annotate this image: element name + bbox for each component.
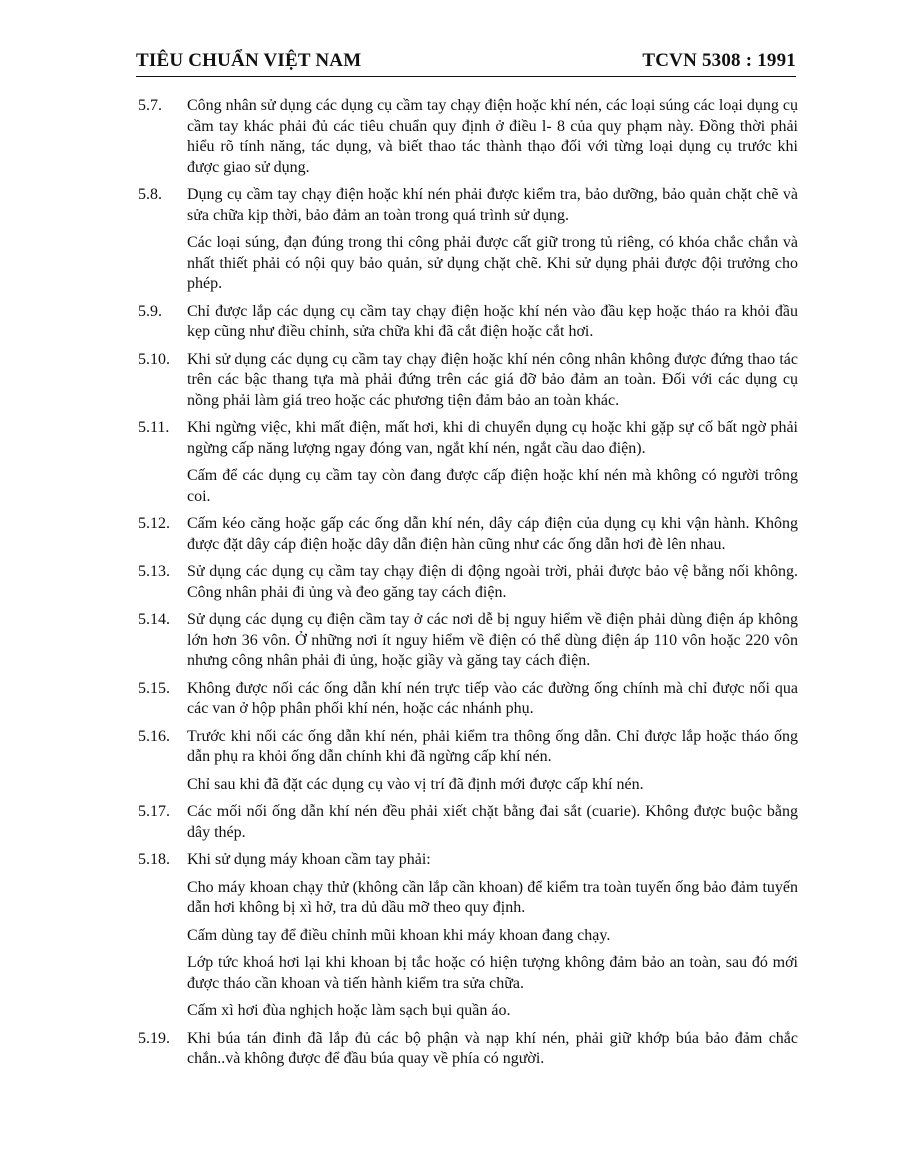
clause-item — [138, 185, 798, 226]
clause-item — [138, 514, 798, 555]
clause-paragraph: Cho máy khoan chạy thử (không cần lắp cần khoan) để kiểm tra toàn tuyến ống bảo đảm tuyến dẫn hơi không bị xì hở, tra dủ dầu mỡ theo quy định. — [187, 878, 798, 916]
clause-number: 5.13. — [138, 563, 170, 580]
page-header — [136, 44, 796, 72]
header-rule — [136, 76, 796, 77]
clause-text: Các mối nối ống dẫn khí nén đều phải xiết chặt bằng đai sắt (cuarie). Không được buộc bằng dây thép. — [187, 803, 798, 841]
clause-text: Cấm kéo căng hoặc gấp các ống dẫn khí nén, dây cáp điện của dụng cụ khi vận hành. Không được đặt dây cáp điện hoặc dây dẫn điện hàn cũng như các ống dẫn hơi đè lên nhau. — [187, 515, 798, 553]
clause-number: 5.18. — [138, 851, 170, 868]
clause-text: Sử dụng các dụng cụ cầm tay chạy điện di động ngoài trời, phải được bảo vệ bằng nối không. Công nhân phải đi ủng và đeo găng tay cách điện. — [187, 563, 798, 601]
document-body — [138, 96, 798, 1077]
clause-number: 5.19. — [138, 1029, 170, 1047]
clause-item — [138, 610, 798, 672]
clause-item — [138, 802, 798, 843]
clause-item — [138, 1029, 798, 1070]
clause-text: Công nhân sử dụng các dụng cụ cầm tay chạy điện hoặc khí nén, các loại súng các loại dụng cụ cầm tay khác phải đủ các tiêu chuẩn quy định ở điều l- 8 của quy phạm này. Đồng thời phải hiểu rõ tính năng, tác dụng, và biết thao tác thành thạo đối với từng loại dụng cụ trước khi được giao sử dụng. — [187, 97, 798, 176]
header-code: TCVN 5308 : 1991 — [642, 50, 796, 71]
clause-number: 5.9. — [138, 302, 162, 320]
clause-text: Khi búa tán đinh đã lắp đủ các bộ phận và nạp khí nén, phải giữ khớp búa bảo đảm chắc chắn..và không được để đầu búa quay về phía có người. — [187, 1029, 798, 1067]
clause-text: Dụng cụ cầm tay chạy điện hoặc khí nén phải được kiểm tra, bảo dưỡng, bảo quản chặt chẽ và sửa chữa kịp thời, bảo đảm an toàn trong quá trình sử dụng. — [187, 186, 798, 224]
clause-number: 5.11. — [138, 419, 170, 436]
clause-number: 5.7. — [138, 97, 162, 114]
clause-item — [138, 850, 798, 871]
clause-text: Khi sử dụng các dụng cụ cầm tay chạy điện hoặc khí nén công nhân không được đứng thao tác trên các bậc thang tựa mà phải đứng trên các giá đỡ bảo đảm an toàn. Đối với các dụng cụ nồng phải làm giá treo hoặc các phương tiện đảm bảo an toàn khác. — [187, 350, 798, 409]
clause-item — [138, 679, 798, 720]
clause-paragraph: Cấm dùng tay để điều chỉnh mũi khoan khi máy khoan đang chạy. — [187, 926, 611, 944]
clause-text: Không được nối các ống dẫn khí nén trực tiếp vào các đường ống chính mà chỉ được nối qua các van ở hộp phân phối khí nén, hoặc các nhánh phụ. — [187, 679, 798, 717]
clause-number: 5.16. — [138, 727, 170, 745]
clause-item — [138, 727, 798, 768]
clause-number: 5.10. — [138, 350, 170, 368]
clause-paragraph: Cấm xì hơi đùa nghịch hoặc làm sạch bụi quần áo. — [187, 1002, 511, 1019]
clause-paragraph: Chỉ sau khi đã đặt các dụng cụ vào vị trí đã định mới được cấp khí nén. — [187, 775, 644, 793]
header-title: TIÊU CHUẨN VIỆT NAM — [136, 50, 362, 71]
clause-paragraph: Lớp tức khoá hơi lại khi khoan bị tắc hoặc có hiện tượng không đảm bảo an toàn, sau đó mới được tháo cần khoan và tiến hành kiểm tra sửa chữa. — [187, 954, 798, 992]
clause-item — [138, 418, 798, 459]
clause-number: 5.17. — [138, 803, 170, 820]
clause-text: Chỉ được lắp các dụng cụ cầm tay chạy điện hoặc khí nén vào đầu kẹp hoặc tháo ra khỏi đầu kẹp cũng như điều chỉnh, sửa chữa khi đã cắt điện hoặc cắt hơi. — [187, 302, 798, 340]
clause-paragraph: Các loại súng, đạn đúng trong thi công phải được cất giữ trong tủ riêng, có khóa chắc chắn và nhất thiết phải có nội quy bảo quản, sử dụng chặt chẽ. Khi sử dụng phải được đội trưởng cho phép. — [187, 234, 798, 292]
clause-number: 5.15. — [138, 679, 170, 697]
clause-number: 5.12. — [138, 515, 170, 532]
clause-text: Sử dụng các dụng cụ điện cầm tay ở các nơi dễ bị nguy hiểm về điện phải dùng điện áp không lớn hơn 36 vôn. Ở những nơi ít nguy hiểm về điện có thể dùng điện áp 110 vôn hoặc 220 vôn nhưng công nhân phải đi ủng, hoặc giầy và găng tay cách điện. — [187, 611, 798, 669]
clause-item — [138, 562, 798, 603]
clause-text: Khi ngừng việc, khi mất điện, mất hơi, khi di chuyển dụng cụ hoặc khi gặp sự cố bất ngờ phải ngừng cấp năng lượng ngay đóng van, ngắt khí nén, ngắt cầu dao điện). — [187, 419, 798, 457]
clause-item — [138, 302, 798, 343]
clause-item — [138, 350, 798, 412]
clause-paragraph: Cấm để các dụng cụ cầm tay còn đang được cấp điện hoặc khí nén mà không có người trông coi. — [187, 467, 798, 505]
clause-number: 5.8. — [138, 186, 162, 203]
clause-item — [138, 96, 798, 178]
clause-text: Khi sử dụng máy khoan cầm tay phải: — [187, 851, 431, 868]
clause-number: 5.14. — [138, 611, 170, 628]
clause-text: Trước khi nối các ống dẫn khí nén, phải kiểm tra thông ống dẫn. Chỉ được lắp hoặc tháo ống dẫn phụ ra khỏi ống dẫn chính khi đã ngừng cấp khí nén. — [187, 727, 798, 765]
